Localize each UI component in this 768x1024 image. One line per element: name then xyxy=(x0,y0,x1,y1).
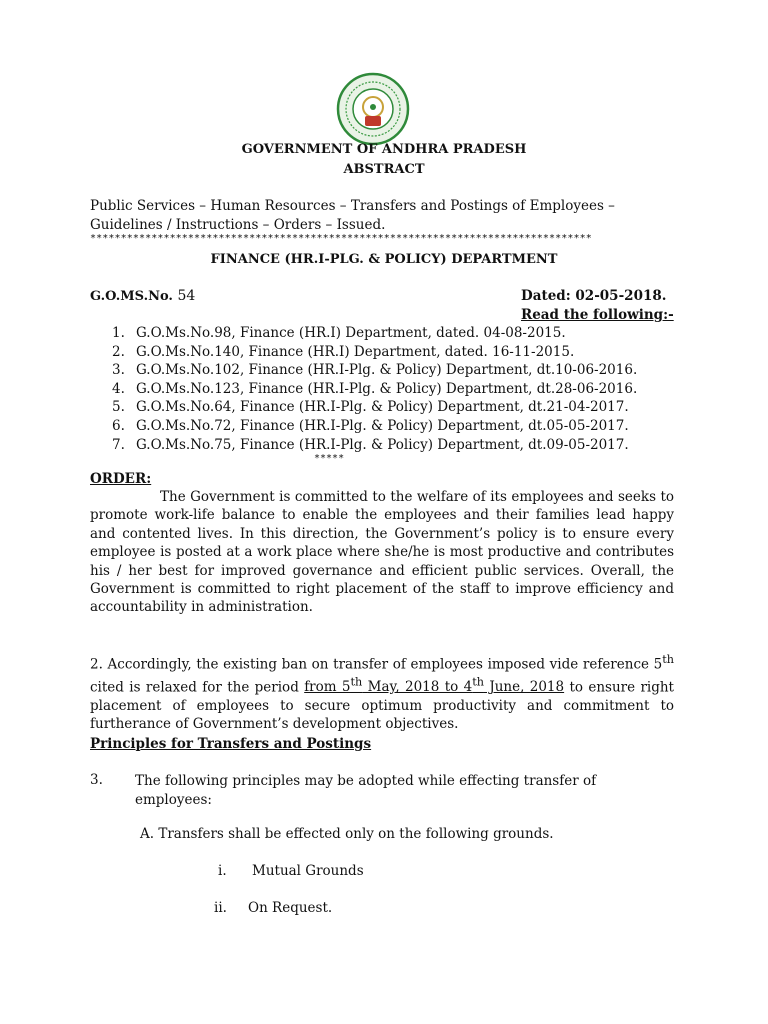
period-from: from 5 xyxy=(304,679,351,696)
subject-line-1: Public Services – Human Resources – Transfers and Postings of Employees – xyxy=(90,198,615,214)
reference-list xyxy=(112,324,637,454)
reference-number: 3. xyxy=(112,362,125,379)
para2-sup-1: th xyxy=(662,653,674,666)
reference-number: 4. xyxy=(112,380,125,397)
abstract-title: ABSTRACT xyxy=(343,162,425,177)
reference-item xyxy=(112,324,637,343)
para2-sup-3: th xyxy=(472,675,484,689)
paragraph-3-text: The following principles may be adopted while effecting transfer of employees: xyxy=(135,773,597,808)
period-mid: May, 2018 to 4 xyxy=(362,679,473,696)
go-date: Dated: 02-05-2018. xyxy=(521,288,667,304)
reference-text: G.O.Ms.No.75, Finance (HR.I-Plg. & Policy) Department, dt.09-05-2017. xyxy=(136,436,629,453)
reference-item xyxy=(112,436,637,455)
reference-item xyxy=(112,417,637,436)
subject-line-2: Guidelines / Instructions – Orders – Issued. xyxy=(90,217,386,233)
reference-item xyxy=(112,380,637,399)
ground-number: i. xyxy=(218,863,227,879)
section-stars: ***** xyxy=(314,453,345,464)
order-paragraph-1: The Government is committed to the welfare of its employees and seeks to promote work-life balance to enable the employees and their families lead happy and contented lives. In this direction, the Government’s policy is to ensure every employee is posted at a work place where she/he is most productive and contributes his / her best for improved governance and efficient public services. Overall, the Government is committed to right placement of the staff to improve efficiency and accountability in administration. xyxy=(90,489,674,616)
reference-item xyxy=(112,398,637,417)
principles-heading: Principles for Transfers and Postings xyxy=(90,736,372,752)
reference-number: 2. xyxy=(112,343,125,360)
ground-item-1 xyxy=(218,863,364,879)
reference-number: 7. xyxy=(112,436,125,453)
reference-text: G.O.Ms.No.98, Finance (HR.I) Department, dated. 04-08-2015. xyxy=(136,325,566,341)
period-to: June, 2018 xyxy=(483,679,565,696)
read-following: Read the following:- xyxy=(521,307,674,323)
ground-text: On Request. xyxy=(248,900,333,916)
para2-text-b: cited is relaxed for the period xyxy=(90,679,305,696)
reference-text: G.O.Ms.No.102, Finance (HR.I-Plg. & Policy) Department, dt.10-06-2016. xyxy=(136,362,638,379)
reference-number: 6. xyxy=(112,417,125,434)
ground-text: Mutual Grounds xyxy=(252,863,364,879)
separator-line: ********************************************************************************** xyxy=(90,233,592,244)
ground-number: ii. xyxy=(214,900,227,916)
reference-item xyxy=(112,361,637,380)
para2-sup-2: th xyxy=(350,675,363,689)
go-number-label: G.O.MS.No. xyxy=(90,289,173,304)
go-number xyxy=(90,288,195,304)
reference-text: G.O.Ms.No.64, Finance (HR.I-Plg. & Policy) Department, dt.21-04-2017. xyxy=(136,399,629,416)
state-emblem-icon xyxy=(335,72,411,146)
department-title: FINANCE (HR.I-PLG. & POLICY) DEPARTMENT xyxy=(210,252,558,267)
reference-text: G.O.Ms.No.72, Finance (HR.I-Plg. & Policy) Department, dt.05-05-2017. xyxy=(136,417,629,434)
order-heading: ORDER: xyxy=(90,471,152,487)
para2-text-a: 2. Accordingly, the existing ban on transfer of employees imposed vide reference 5 xyxy=(90,656,663,673)
transfer-period xyxy=(304,675,565,696)
point-a: A. Transfers shall be effected only on the following grounds. xyxy=(140,826,554,842)
para2-text-c: to ensure right placement of employees to secure optimum productivity and commitment to furtherance of Government’s development objectives. xyxy=(90,679,674,733)
government-title: GOVERNMENT OF ANDHRA PRADESH xyxy=(241,142,527,157)
go-number-value: 54 xyxy=(177,288,196,304)
paragraph-3-number: 3. xyxy=(90,772,103,788)
ground-item-2 xyxy=(214,900,332,916)
order-paragraph-2 xyxy=(90,651,674,734)
reference-number: 1. xyxy=(112,325,125,341)
reference-item xyxy=(112,343,637,362)
reference-text: G.O.Ms.No.140, Finance (HR.I) Department, dated. 16-11-2015. xyxy=(136,343,575,360)
reference-text: G.O.Ms.No.123, Finance (HR.I-Plg. & Policy) Department, dt.28-06-2016. xyxy=(136,380,638,397)
reference-number: 5. xyxy=(112,399,125,416)
